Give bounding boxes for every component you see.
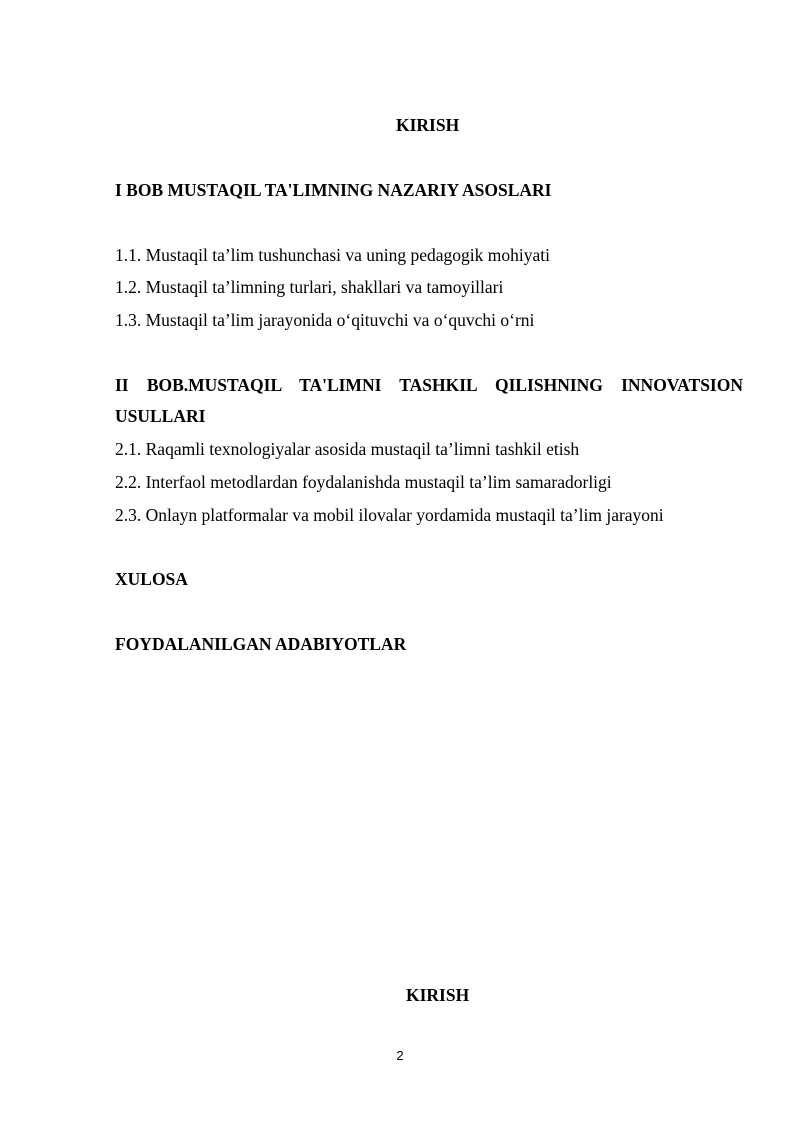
toc-references: FOYDALANILGAN ADABIYOTLAR bbox=[115, 634, 407, 654]
toc-item-2-1: 2.1. Raqamli texnologiyalar asosida mustaqil ta’limni tashkil etish bbox=[115, 439, 580, 459]
chapter2-title-line1-text: II BOB.MUSTAQIL TA'LIMNI TASHKIL QILISHNING INNOVATSION bbox=[115, 375, 743, 395]
toc-item-2-3: 2.3. Onlayn platformalar va mobil ilovalar yordamida mustaqil ta’lim jarayoni bbox=[115, 505, 664, 525]
chapter2-title-line1 bbox=[115, 374, 743, 396]
chapter2-title-line2: USULLARI bbox=[115, 406, 206, 426]
chapter1-title: I BOB MUSTAQIL TA'LIMNING NAZARIY ASOSLARI bbox=[115, 180, 552, 200]
toc-item-1-2: 1.2. Mustaqil ta’limning turlari, shakllari va tamoyillari bbox=[115, 277, 504, 297]
toc-intro-heading: KIRISH bbox=[396, 115, 460, 135]
body-intro-heading: KIRISH bbox=[406, 985, 470, 1005]
toc-item-2-2: 2.2. Interfaol metodlardan foydalanishda mustaqil ta’lim samaradorligi bbox=[115, 472, 612, 492]
toc-item-1-3: 1.3. Mustaqil ta’lim jarayonida o‘qituvchi va o‘quvchi o‘rni bbox=[115, 310, 535, 330]
toc-item-1-1: 1.1. Mustaqil ta’lim tushunchasi va uning pedagogik mohiyati bbox=[115, 245, 551, 265]
page-number: 2 bbox=[396, 1048, 404, 1063]
toc-conclusion: XULOSA bbox=[115, 569, 188, 589]
